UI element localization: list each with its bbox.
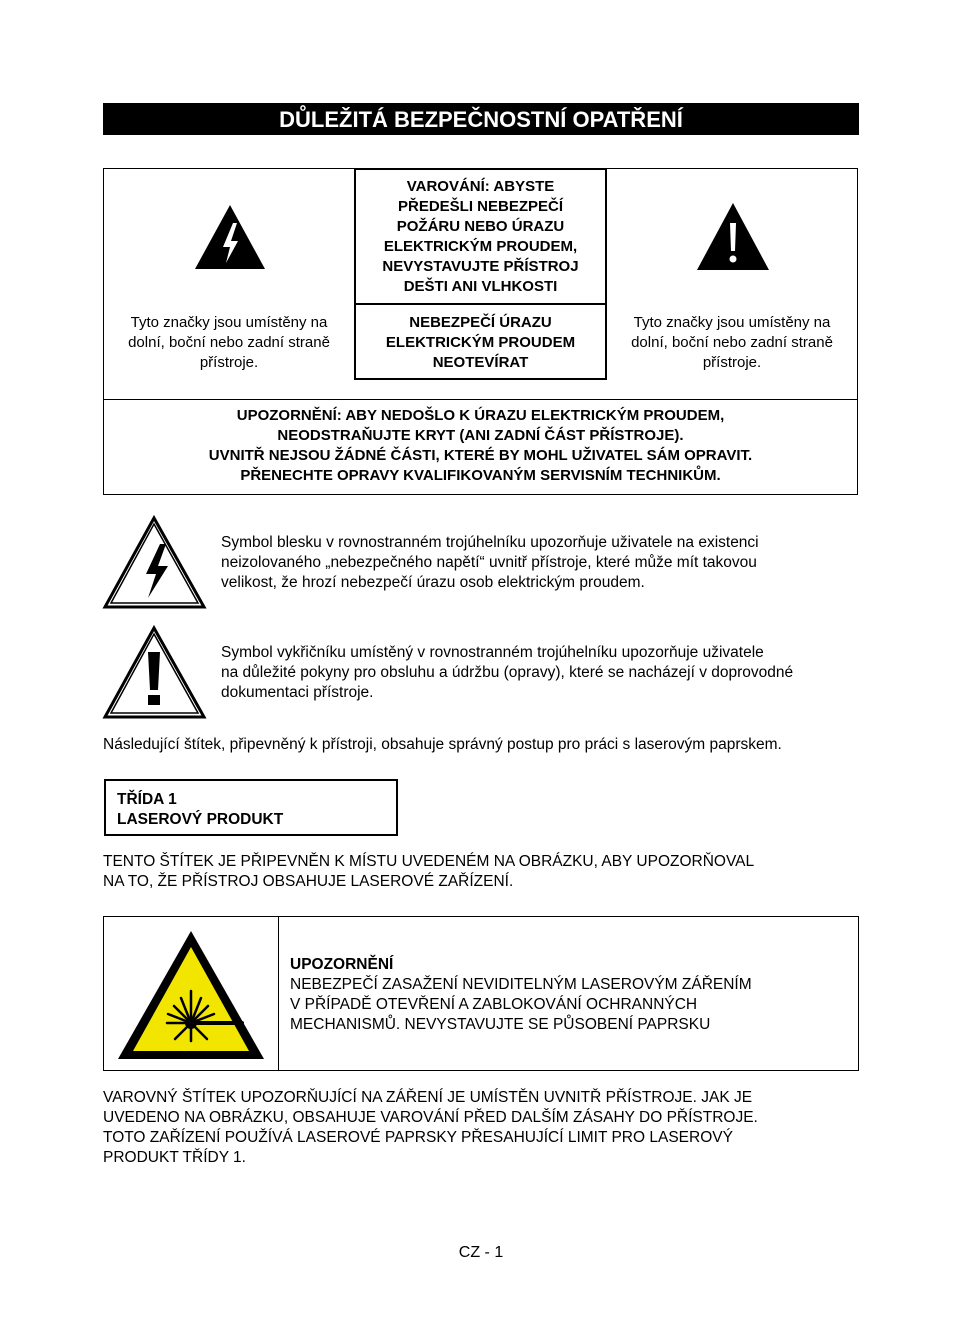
lightning-outline-icon [102,514,207,610]
laser-warning-divider [278,916,279,1071]
laser-intro: Následující štítek, připevněný k přístroji, obsahuje správný postup pro práci s laserovým paprskem. [103,736,782,753]
label-note: TENTO ŠTÍTEK JE PŘIPEVNĚN K MÍSTU UVEDENÉM NA OBRÁZKU, ABY UPOZORŇOVAL NA TO, ŽE PŘÍSTROJ OBSAHUJE LASEROVÉ ZAŘÍZENÍ. [103,853,755,890]
page-title: DŮLEŽITÁ BEZPEČNOSTNÍ OPATŘENÍ [103,103,859,135]
exclamation-warning-icon [695,201,771,272]
final-note: VAROVNÝ ŠTÍTEK UPOZORŇUJÍCÍ NA ZÁŘENÍ JE UMÍSTĚN UVNITŘ PŘÍSTROJE. JAK JE UVEDENO NA OBRÁZKU, OBSAHUJE VAROVÁNÍ PŘED DALŠÍM ZÁSAHY DO PŘÍSTROJE. TOTO ZAŘÍZENÍ POUŽÍVÁ LASEROVÉ PAPRSKY PŘESAHUJÍCÍ LIMIT PRO LASEROVÝ PRODUKT TŘÍDY 1. [103,1089,758,1166]
laser-radiation-icon [115,927,267,1063]
exclamation-symbol-description: Symbol vykřičníku umístěný v rovnostranném trojúhelníku upozorňuje uživatele na důležité pokyny pro obsluhu a údržbu (opravy), které se nacházejí v doprovodné dokumentaci přístroje. [221,644,794,701]
right-symbol-note: Tyto značky jsou umístěny na dolní, boční nebo zadní straně přístroje. [631,314,833,371]
page-number: CZ - 1 [458,1244,504,1261]
lightning-warning-icon [193,203,267,271]
exclamation-outline-icon [102,624,207,720]
class1-laser-label: TŘÍDA 1 LASEROVÝ PRODUKT [104,779,398,836]
warning-table-divider [103,399,858,400]
warning-center-divider [354,303,607,305]
do-not-open-warning: NEBEZPEČÍ ÚRAZU ELEKTRICKÝM PROUDEM NEOTEVÍRAT [385,314,576,371]
caution-notice: UPOZORNĚNÍ: ABY NEDOŠLO K ÚRAZU ELEKTRICKÝM PROUDEM, NEODSTRAŇUJTE KRYT (ANI ZADNÍ ČÁST PŘÍSTROJE). UVNITŘ NEJSOU ŽÁDNÉ ČÁSTI, KTERÉ BY MOHL UŽIVATEL SÁM OPRAVIT. PŘENECHTE OPRAVY KVALIFIKOVANÝM SERVISNÍM TECHNIKŮM. [208,407,753,484]
left-symbol-note: Tyto značky jsou umístěny na dolní, boční nebo zadní straně přístroje. [128,314,330,371]
laser-warning-text: UPOZORNĚNÍ NEBEZPEČÍ ZASAŽENÍ NEVIDITELNÝM LASEROVÝM ZÁŘENÍM V PŘÍPADĚ OTEVŘENÍ A ZABLOKOVÁNÍ OCHRANNÝCH MECHANISMŮ. NEVYSTAVUJTE SE PŮSOBENÍ PAPRSKU [290,956,752,1033]
fire-shock-warning: VAROVÁNÍ: ABYSTE PŘEDEŠLI NEBEZPEČÍ POŽÁRU NEBO ÚRAZU ELEKTRICKÝM PROUDEM, NEVYSTAVUJTE PŘÍSTROJ DEŠTI ANI VLHKOSTI [382,178,579,295]
lightning-symbol-description: Symbol blesku v rovnostranném trojúhelníku upozorňuje uživatele na existenci neizolovaného „nebezpečného napětí“ uvnitř přístroje, které může mít takovou velikost, že hrozí nebezpečí úrazu osob elektrickým proudem. [221,534,759,591]
